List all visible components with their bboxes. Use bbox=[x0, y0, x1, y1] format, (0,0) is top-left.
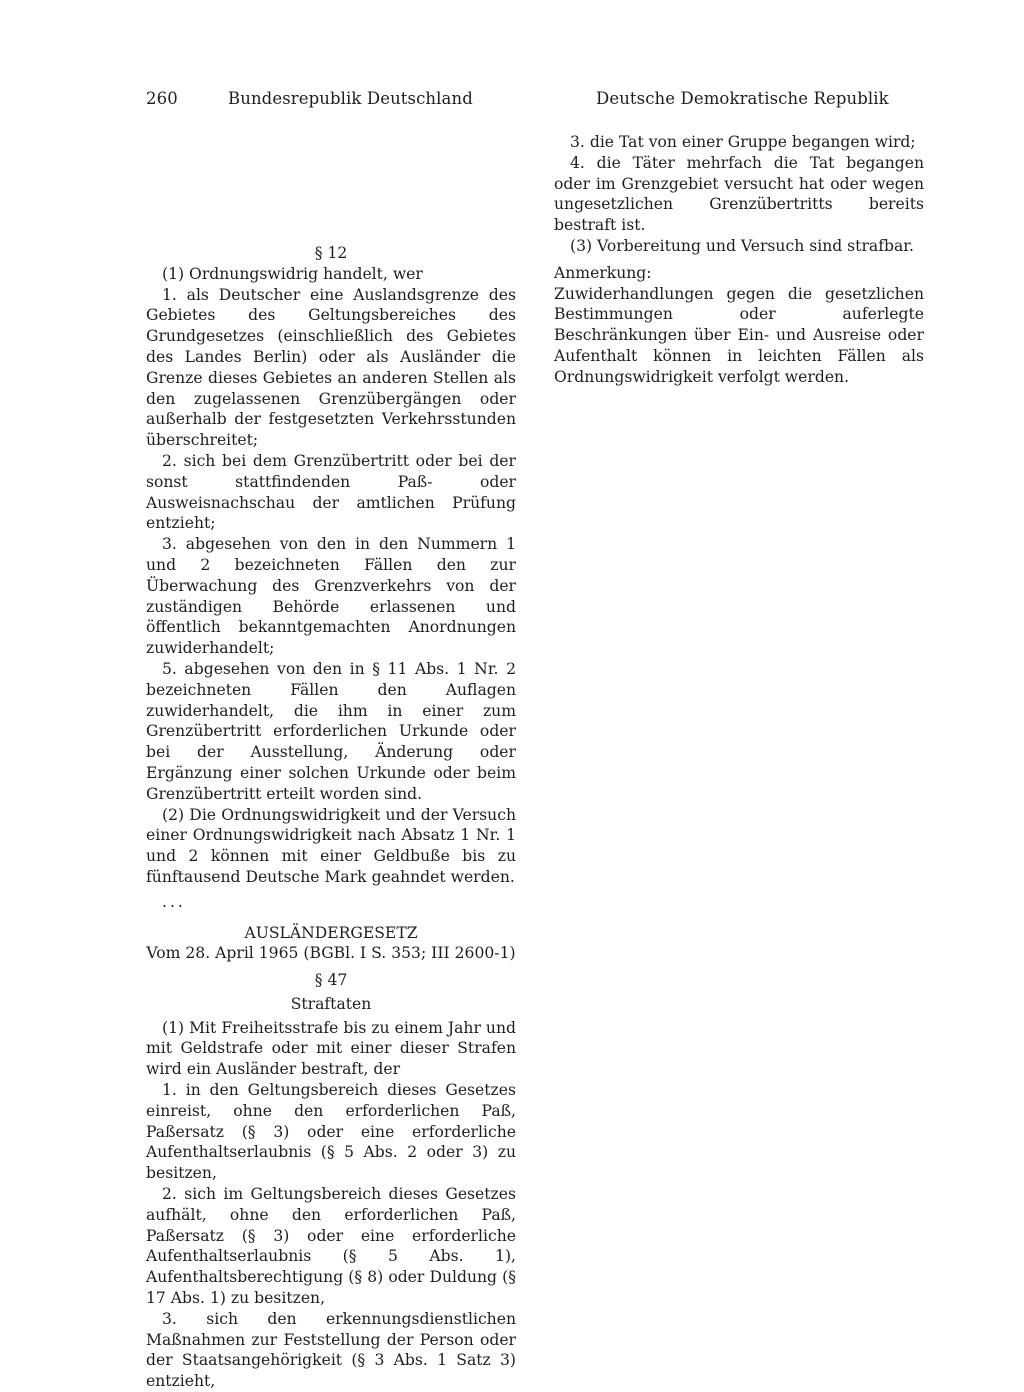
omission-ellipsis: ... bbox=[162, 892, 186, 911]
right-column bbox=[554, 132, 924, 388]
header-right-title: Deutsche Demokratische Republik bbox=[596, 89, 889, 108]
section-47-intro: (1) Mit Freiheitsstrafe bis zu einem Jahr und mit Geldstrafe oder mit einer dieser Strafen wird ein Ausländer bestraft, der bbox=[146, 1018, 516, 1079]
left-column bbox=[146, 243, 516, 1392]
header-left-title: Bundesrepublik Deutschland bbox=[228, 89, 473, 108]
section-47-title: Straftaten bbox=[290, 994, 372, 1013]
section-12-item-5: 5. abgesehen von den in § 11 Abs. 1 Nr. 2 bezeichneten Fällen den Auflagen zuwiderhandelt, die ihm in einer zum Grenzübertritt erforderlichen Urkunde oder bei der Ausstellung, Änderung oder Ergänzung einer solchen Urkunde oder beim Grenzübertritt erteilt worden sind. bbox=[146, 659, 516, 803]
section-47-heading: § 47 bbox=[314, 971, 348, 990]
section-12-item-2: 2. sich bei dem Grenzübertritt oder bei der sonst stattfindenden Paß- oder Ausweisnachschau der amtlichen Prüfung entzieht; bbox=[146, 451, 516, 533]
section-12-intro: (1) Ordnungswidrig handelt, wer bbox=[162, 264, 423, 283]
section-12-item-3: 3. abgesehen von den in den Nummern 1 und 2 bezeichneten Fällen den zur Überwachung des Grenzverkehrs von der zuständigen Behörde erlassenen und öffentlich bekanntgemachten Anordnungen zuwiderhandelt; bbox=[146, 535, 516, 658]
ddr-item-3: 3. die Tat von einer Gruppe begangen wird; bbox=[570, 133, 916, 151]
section-47-item-2: 2. sich im Geltungsbereich dieses Gesetzes aufhält, ohne den erforderlichen Paß, Paßersatz (§ 3) oder eine erforderliche Aufenthaltserlaubnis (§ 5 Abs. 1), Aufenthaltsberechtigung (§ 8) oder Duldung (§ 17 Abs. 1) zu besitzen, bbox=[146, 1185, 516, 1308]
law-title: AUSLÄNDERGESETZ bbox=[244, 923, 418, 942]
section-47-item-1: 1. in den Geltungsbereich dieses Gesetzes einreist, ohne den erforderlichen Paß, Paßersatz (§ 3) oder eine erforderliche Aufenthaltserlaubnis (§ 5 Abs. 2 oder 3) zu besitzen, bbox=[146, 1081, 516, 1183]
section-12-heading: § 12 bbox=[314, 244, 348, 262]
ddr-item-4: 4. die Täter mehrfach die Tat begangen oder im Grenzgebiet versucht hat oder wegen ungesetzlichen Grenzübertritts bereits bestraft ist. bbox=[554, 153, 924, 235]
section-12-paragraph-2: (2) Die Ordnungswidrigkeit und der Versuch einer Ordnungswidrigkeit nach Absatz 1 Nr. 1 und 2 können mit einer Geldbuße bis zu fünftausend Deutsche Mark geahndet werden. bbox=[146, 805, 516, 886]
section-47-item-3: 3. sich den erkennungsdienstlichen Maßnahmen zur Feststellung der Person oder der Staatsangehörigkeit (§ 3 Abs. 1 Satz 3) entzieht, bbox=[146, 1309, 516, 1391]
note-label: Anmerkung: bbox=[554, 263, 652, 282]
section-12-item-1: 1. als Deutscher eine Auslandsgrenze des Gebietes des Geltungsbereiches des Grundgesetzes (einschließlich des Gebietes des Landes Berlin) oder als Ausländer die Grenze dieses Gebietes an anderen Stellen als den zugelassenen Grenzübergängen oder außerhalb der festgesetzten Verkehrsstunden überschreitet; bbox=[146, 285, 516, 450]
page-number: 260 bbox=[146, 89, 178, 108]
ddr-paragraph-3: (3) Vorbereitung und Versuch sind strafbar. bbox=[570, 236, 914, 255]
note-text: Zuwiderhandlungen gegen die gesetzlichen Bestimmungen oder auferlegte Beschränkungen über Ein- und Ausreise oder Aufenthalt können in leichten Fällen als Ordnungswidrigkeit verfolgt werden. bbox=[554, 284, 924, 386]
law-subtitle: Vom 28. April 1965 (BGBl. I S. 353; III 2600-1) bbox=[146, 944, 516, 963]
